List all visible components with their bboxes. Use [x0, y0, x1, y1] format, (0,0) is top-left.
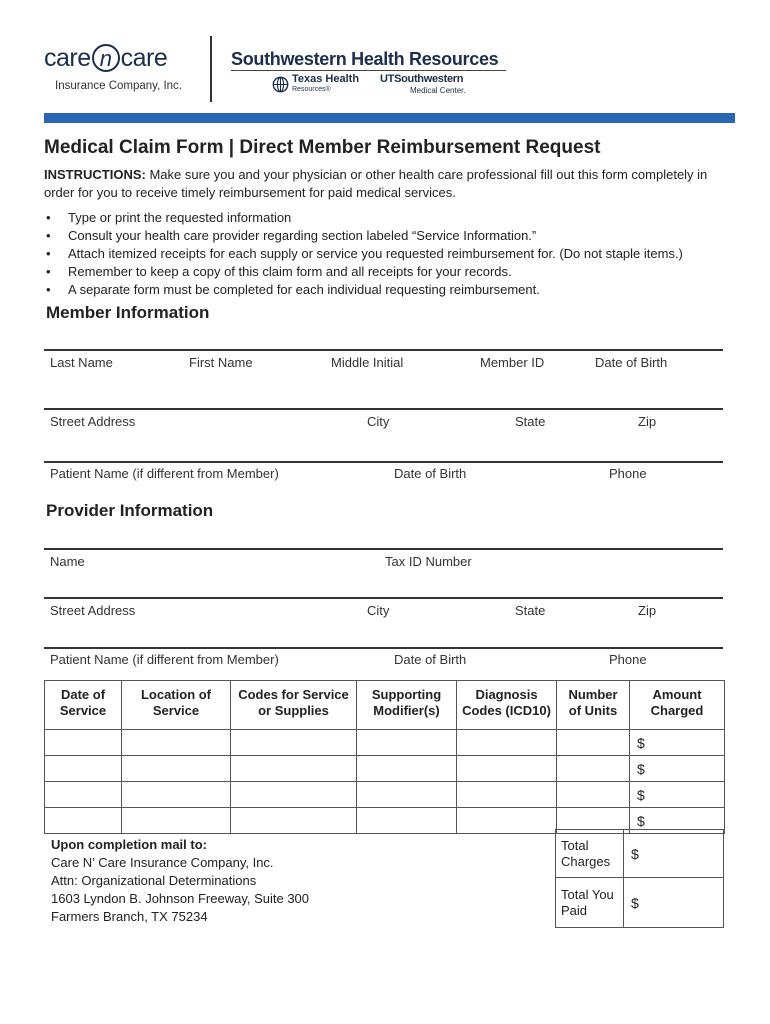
date-cell[interactable] [45, 730, 122, 756]
member-rule-3 [44, 461, 723, 463]
header-divider [210, 36, 212, 102]
table-row [45, 756, 725, 782]
diagnosis-cell[interactable] [457, 808, 557, 834]
location-cell[interactable] [122, 756, 231, 782]
location-cell[interactable] [122, 782, 231, 808]
diagnosis-cell[interactable] [457, 756, 557, 782]
dollar-sign: $ [637, 734, 645, 751]
col-location-of-service: Location of Service [122, 681, 231, 730]
col-supporting-modifiers: Supporting Modifier(s) [357, 681, 457, 730]
location-cell[interactable] [122, 808, 231, 834]
partner-underline [231, 70, 506, 71]
diagnosis-cell[interactable] [457, 730, 557, 756]
texas-health-sub: Resources® [292, 86, 331, 93]
provider-phone-label: Phone [609, 652, 647, 667]
provider-info-heading: Provider Information [46, 501, 214, 520]
texas-health-name: Texas Health [292, 73, 360, 85]
date-cell[interactable] [45, 808, 122, 834]
dollar-sign: $ [637, 786, 645, 803]
date-cell[interactable] [45, 756, 122, 782]
total-paid-label: Total You Paid [556, 878, 624, 928]
provider-zip-label: Zip [638, 603, 657, 618]
partner-title: Southwestern Health Resources [231, 49, 499, 69]
modifier-cell[interactable] [357, 782, 457, 808]
bullet-item: • Attach itemized receipts for each supply or service you requested reimbursement for. (Do not staple items.) [44, 245, 683, 263]
provider-rule-3 [44, 647, 723, 649]
provider-patient-name-label: Patient Name (if different from Member) [50, 652, 279, 667]
ut-southwestern-name: UTSouthwestern [380, 73, 464, 85]
care-n-care-logo [44, 44, 167, 73]
table-row [45, 730, 725, 756]
codes-cell[interactable] [231, 808, 357, 834]
date-cell[interactable] [45, 782, 122, 808]
table-header-row [45, 681, 725, 730]
member-patient-dob-label: Date of Birth [394, 466, 467, 481]
modifier-cell[interactable] [357, 808, 457, 834]
col-diagnosis-codes: Diagnosis Codes (ICD10) [457, 681, 557, 730]
mailing-line-1: Care N’ Care Insurance Company, Inc. [51, 855, 274, 870]
provider-patient-dob-label: Date of Birth [394, 652, 467, 667]
member-dob-label: Date of Birth [595, 355, 668, 370]
units-cell[interactable] [557, 756, 630, 782]
table-row [45, 782, 725, 808]
member-zip-label: Zip [638, 414, 657, 429]
logo-subtitle: Insurance Company, Inc. [55, 80, 182, 92]
bullet-item: • Type or print the requested information [44, 209, 683, 227]
ut-southwestern-sub: Medical Center. [410, 86, 466, 95]
member-rule-1 [44, 349, 723, 351]
member-state-label: State [515, 414, 546, 429]
provider-name-label: Name [50, 554, 85, 569]
provider-city-label: City [367, 603, 390, 618]
dollar-sign: $ [631, 845, 639, 862]
total-charges-value[interactable] [624, 830, 724, 878]
mailing-line-2: Attn: Organizational Determinations [51, 873, 257, 888]
location-cell[interactable] [122, 730, 231, 756]
total-charges-label: Total Charges [556, 830, 624, 878]
amount-cell[interactable] [630, 756, 725, 782]
dollar-sign: $ [637, 812, 645, 829]
member-patient-name-label: Patient Name (if different from Member) [50, 466, 279, 481]
provider-rule-2 [44, 597, 723, 599]
form-title: Medical Claim Form | Direct Member Reimbursement Request [44, 137, 601, 158]
member-last-name-label: Last Name [50, 355, 113, 370]
mailing-address [51, 836, 309, 926]
units-cell[interactable] [557, 782, 630, 808]
units-cell[interactable] [557, 730, 630, 756]
modifier-cell[interactable] [357, 756, 457, 782]
header-blue-bar [44, 113, 735, 123]
provider-street-label: Street Address [50, 603, 136, 618]
total-paid-row [556, 878, 724, 928]
member-city-label: City [367, 414, 390, 429]
member-rule-2 [44, 408, 723, 410]
logo-n-circle: n [92, 44, 120, 72]
mailing-line-3: 1603 Lyndon B. Johnson Freeway, Suite 300 [51, 891, 310, 906]
modifier-cell[interactable] [357, 730, 457, 756]
codes-cell[interactable] [231, 756, 357, 782]
col-codes-for-service: Codes for Service or Supplies [231, 681, 357, 730]
diagnosis-cell[interactable] [457, 782, 557, 808]
mailing-line-4: Farmers Branch, TX 75234 [51, 909, 208, 924]
member-info-heading: Member Information [46, 303, 210, 322]
col-amount-charged: Amount Charged [630, 681, 725, 730]
instruction-bullets [44, 209, 683, 299]
col-date-of-service: Date of Service [45, 681, 122, 730]
total-paid-value[interactable] [624, 878, 724, 928]
codes-cell[interactable] [231, 782, 357, 808]
totals-box [555, 829, 724, 928]
amount-cell[interactable] [630, 730, 725, 756]
logo-care-right: care [120, 44, 168, 72]
bullet-item: • A separate form must be completed for each individual requesting reimbursement. [44, 281, 683, 299]
provider-state-label: State [515, 603, 546, 618]
codes-cell[interactable] [231, 730, 357, 756]
member-id-label: Member ID [480, 355, 545, 370]
amount-cell[interactable] [630, 782, 725, 808]
service-lines-table [44, 680, 725, 834]
col-number-of-units: Number of Units [557, 681, 630, 730]
member-phone-label: Phone [609, 466, 647, 481]
member-first-name-label: First Name [189, 355, 253, 370]
total-charges-row [556, 830, 724, 878]
bullet-item: • Consult your health care provider regarding section labeled “Service Information.” [44, 227, 683, 245]
dollar-sign: $ [631, 894, 639, 911]
bullet-item: • Remember to keep a copy of this claim form and all receipts for your records. [44, 263, 683, 281]
provider-rule-1 [44, 548, 723, 550]
member-middle-initial-label: Middle Initial [331, 355, 404, 370]
instructions [44, 166, 724, 202]
mailing-heading: Upon completion mail to: [51, 837, 207, 852]
globe-icon [272, 76, 289, 93]
member-street-label: Street Address [50, 414, 136, 429]
provider-tax-id-label: Tax ID Number [385, 554, 472, 569]
instructions-label: INSTRUCTIONS: [44, 167, 146, 182]
instructions-text: Make sure you and your physician or other health care professional fill out this form completely in order for you to receive timely reimbursement for paid medical services. [44, 167, 708, 200]
dollar-sign: $ [637, 760, 645, 777]
logo-care-left: care [44, 44, 91, 72]
